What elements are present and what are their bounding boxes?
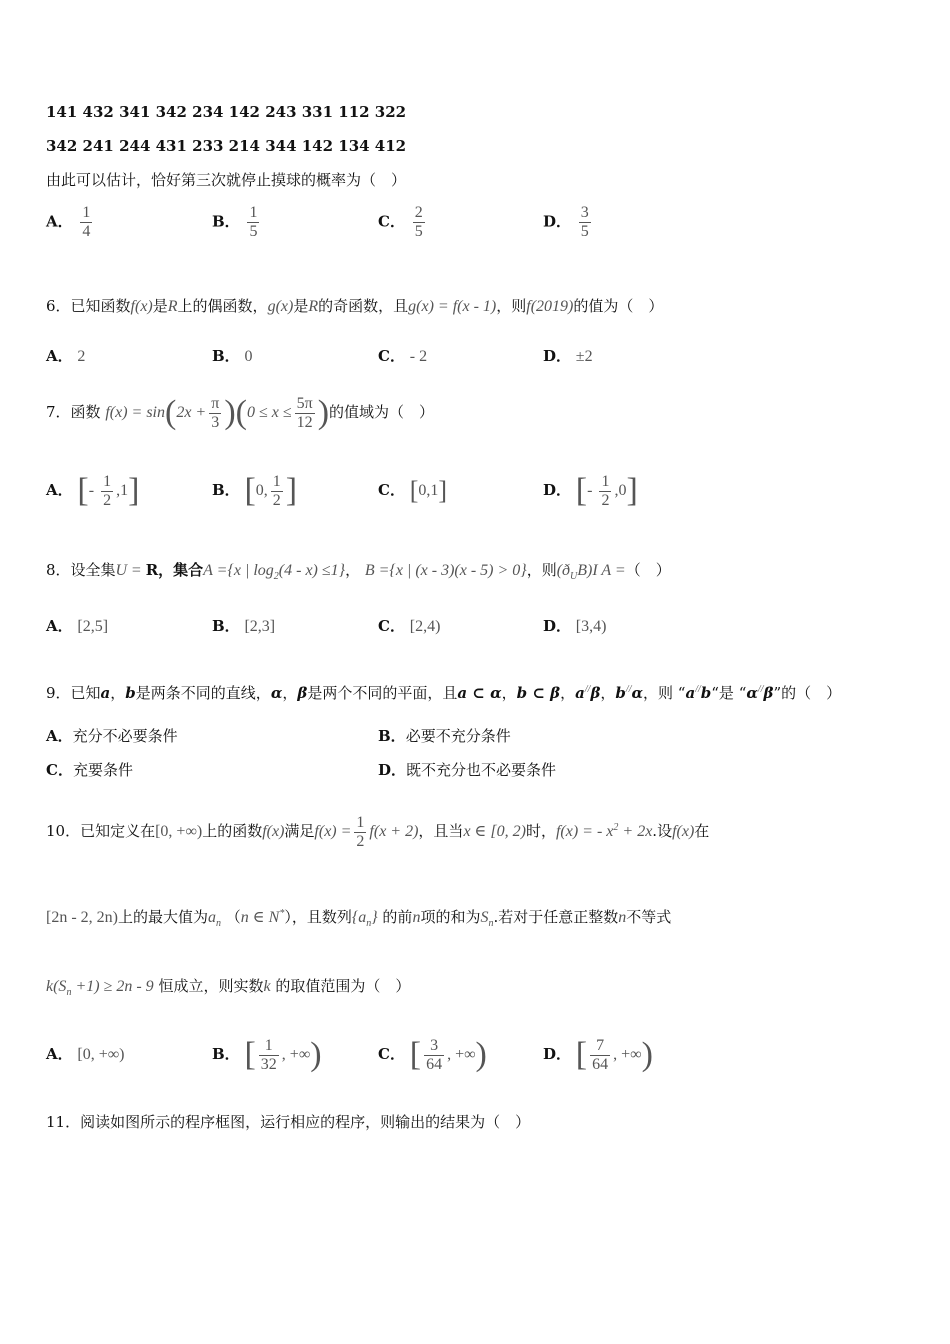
- q7-option-d: D． [- $\frac{1}{2}$ ,0]: [543, 472, 638, 509]
- q10-option-c: C． [ $\frac{3}{64}$ , +∞): [378, 1036, 487, 1073]
- option-label: A．: [46, 212, 73, 231]
- q6-option-c: C． - 2: [378, 347, 428, 365]
- q10-option-b: B． [ $\frac{1}{32}$ , +∞): [212, 1036, 322, 1073]
- option-fraction: $\frac{3}{5}$: [580, 204, 589, 240]
- option-fraction: $\frac{2}{5}$: [414, 204, 423, 240]
- q9-option-b: B．必要不充分条件: [378, 727, 511, 745]
- q10-option-d: D． [ $\frac{7}{64}$ , +∞): [543, 1036, 653, 1073]
- q8-option-c: C． [2,4): [378, 617, 441, 635]
- q9-option-c: C．充要条件: [46, 761, 133, 779]
- q8-stem: 8．设全集U = R，集合A ={x | $\log_2(4 - x) \le 1$}， B ={x | (x - 3)(x - 5) > 0}，则$(ð_UB)I$ A =（ ）: [46, 561, 671, 582]
- q5-option-d: [543, 204, 594, 241]
- q6-stem: 6．已知函数f(x)是R上的偶函数，g(x)是R的奇函数，且g(x) = f(x - 1)，则f(2019)的值为（ ）: [46, 297, 664, 315]
- q5-option-b: [212, 204, 262, 241]
- option-label: D．: [543, 212, 572, 231]
- q10-stem-line-1: 10．已知定义在[0, +∞)上的函数f(x)满足f(x) = $\frac{1}{2}$ f(x + 2)，且当x ∈ [0, 2)时，f(x) = - $x^2 + 2x$.设f(x)在: [46, 813, 710, 850]
- q11-stem: 11．阅读如图所示的程序框图，运行相应的程序，则输出的结果为（ ）: [46, 1113, 531, 1131]
- q7-option-c: C． [0,1]: [378, 476, 448, 505]
- q8-option-d: D． [3,4): [543, 617, 607, 635]
- q7-option-a: A． [- $\frac{1}{2}$ ,1]: [46, 472, 140, 509]
- q10-option-a: A． [0, +∞): [46, 1045, 125, 1063]
- q5-stem: 由此可以估计，恰好第三次就停止摸球的概率为（ ）: [46, 171, 407, 189]
- option-fraction: $\frac{1}{4}$: [82, 204, 91, 240]
- q10-stem-line-2: [2n - 2, 2n)上的最大值为$a_n$ （n ∈ N*），且数列$\{a_n\}$ 的前n项的和为$S_n$.若对于任意正整数n不等式: [46, 908, 672, 929]
- q9-option-a: A．充分不必要条件: [46, 727, 178, 745]
- q6-option-a: A． 2: [46, 347, 86, 365]
- q9-option-d: D．既不充分也不必要条件: [378, 761, 557, 779]
- q8-option-a: A． [2,5]: [46, 617, 109, 635]
- option-label: C．: [378, 212, 405, 231]
- q7-option-b: B． [0, $\frac{1}{2}$ ]: [212, 472, 298, 509]
- q8-option-b: B． [2,3]: [212, 617, 276, 635]
- q5-option-c: [378, 204, 428, 241]
- q9-stem: 9．已知a，b是两条不同的直线，α，β是两个不同的平面，且a ⊂ α，b ⊂ β，a//β，b//α，则 “a//b“是 “α//β”的（ ）: [46, 684, 842, 702]
- q10-stem-line-3: $k(S_n +1) \ge 2n - 9$ 恒成立，则实数k 的取值范围为（ ）: [46, 977, 411, 998]
- option-label: B．: [212, 212, 240, 231]
- q5-option-a: [46, 204, 95, 241]
- random-row-2: 342 241 244 431 233 214 344 142 134 412: [46, 137, 407, 155]
- q7-stem: 7．函数 f(x) = sin(2x + $\frac{\pi}{3}$ )(0 ≤ x ≤ $\frac{5\pi}{12}$ )的值域为（ ）: [46, 394, 435, 431]
- option-fraction: $\frac{1}{5}$: [249, 204, 258, 240]
- random-row-1: 141 432 341 342 234 142 243 331 112 322: [46, 103, 407, 121]
- q6-option-d: D． ±2: [543, 347, 593, 365]
- q6-option-b: B． 0: [212, 347, 253, 365]
